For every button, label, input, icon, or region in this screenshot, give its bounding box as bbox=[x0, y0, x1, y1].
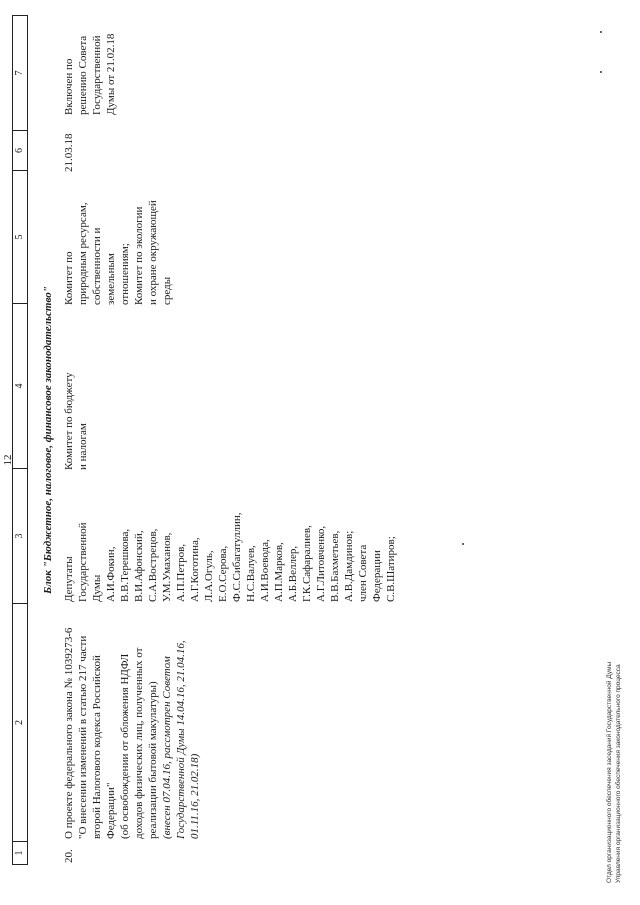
initiator-line: А.Г.Литовченко, bbox=[315, 525, 327, 602]
decision-line: решению Совета bbox=[77, 35, 89, 115]
footer-line: Управления организационного обеспечения законодательного процесса bbox=[615, 664, 622, 883]
responsible-committee-line: и налогам bbox=[77, 423, 89, 470]
bill-description bbox=[62, 627, 202, 839]
initiator-line: В.И.Афонский, bbox=[133, 530, 145, 602]
initiator-line: А.И.Фокин, bbox=[105, 546, 117, 602]
initiator-line: А.И.Воевода, bbox=[259, 539, 271, 602]
responsible-committee-line: Комитет по бюджету bbox=[63, 372, 75, 470]
scan-speck bbox=[600, 71, 602, 73]
initiators-list bbox=[62, 492, 398, 602]
bill-title-line: "О внесении изменений в статью 217 части bbox=[77, 635, 89, 839]
bill-title-line: второй Налогового кодекса Российской bbox=[91, 655, 103, 839]
inclusion-decision bbox=[62, 15, 118, 115]
decision-line: Думы от 21.02.18 bbox=[105, 33, 117, 115]
footer-line: Отдел организационного обеспечения заседаний Государственной Думы bbox=[606, 661, 613, 883]
initiator-line: А.П.Петров, bbox=[175, 543, 187, 602]
bill-title-line: доходов физических лиц, полученных от bbox=[133, 647, 145, 839]
co-committee-line: земельным bbox=[105, 253, 117, 305]
initiator-line: С.В.Шатиров; bbox=[385, 536, 397, 602]
co-committee-line: отношениям; bbox=[119, 243, 131, 305]
bill-title-line: О проекте федерального закона № 1039273-6 bbox=[63, 627, 75, 839]
column-number-header bbox=[12, 15, 28, 865]
column-header-7: 7 bbox=[13, 16, 27, 131]
initiator-line: Федерации bbox=[371, 550, 383, 602]
co-committee-line: Комитет по экологии bbox=[133, 206, 145, 305]
row-number: 20. bbox=[63, 849, 75, 863]
block-title: Блок "Бюджетное, налоговое, финансовое законодательство" bbox=[42, 286, 54, 594]
initiator-line: Депутаты bbox=[63, 556, 75, 602]
responsible-committee bbox=[62, 330, 90, 470]
column-header-5: 5 bbox=[13, 171, 27, 304]
bill-note-line: 01.11.16, 21.02.18) bbox=[189, 753, 201, 839]
column-header-1: 1 bbox=[14, 850, 25, 856]
co-committee-line: и охране окружающей bbox=[147, 200, 159, 305]
initiator-line: Г.К.Сафаралиев, bbox=[301, 525, 313, 602]
initiator-line: У.М.Умаханов, bbox=[161, 532, 173, 602]
initiator-line: В.В.Бахметьев, bbox=[329, 530, 341, 602]
initiator-line: Думы bbox=[91, 574, 103, 602]
initiator-line: А.Б.Веллер, bbox=[287, 545, 299, 602]
bill-title-line: (об освобождении от обложения НДФЛ bbox=[119, 653, 131, 839]
footer-department bbox=[605, 463, 623, 883]
bill-status-note bbox=[160, 639, 202, 839]
consideration-date: 21.03.18 bbox=[63, 133, 75, 172]
initiator-line: Государственной bbox=[77, 522, 89, 602]
co-committee-line: природным ресурсам, bbox=[77, 202, 89, 305]
column-header-6: 6 bbox=[13, 131, 27, 171]
decision-line: Включен по bbox=[63, 58, 75, 115]
co-committee-line: собственности и bbox=[91, 227, 103, 305]
initiator-line: Л.А.Огуль, bbox=[203, 550, 215, 602]
initiator-line: В.В.Терешкова, bbox=[119, 528, 131, 602]
co-executor-committees bbox=[62, 175, 174, 305]
initiator-line: Н.С.Валуев, bbox=[245, 545, 257, 602]
scan-speck bbox=[462, 543, 464, 545]
column-header-4: 4 bbox=[13, 304, 27, 469]
column-header-2: 2 bbox=[13, 604, 27, 842]
bill-title-line: реализации бытовой макулатуры) bbox=[147, 681, 159, 839]
page-number: 12 bbox=[2, 454, 14, 466]
initiator-line: Ф.С.Сибагатуллин, bbox=[231, 512, 243, 602]
initiator-line: А.В.Дамдинов; bbox=[343, 530, 355, 602]
column-header-3: 3 bbox=[13, 469, 27, 604]
initiator-line: А.П.Марков, bbox=[273, 542, 285, 602]
co-committee-line: среды bbox=[161, 276, 173, 305]
initiator-line: член Совета bbox=[357, 544, 369, 602]
initiator-line: С.А.Вострецов, bbox=[147, 528, 159, 602]
initiator-line: Е.О.Серова, bbox=[217, 545, 229, 602]
bill-note-line: (внесен 07.04.16, рассмотрен Советом bbox=[161, 656, 173, 839]
bill-note-line: Государственной Думы 14.04.16, 21.04.16, bbox=[175, 640, 187, 839]
co-committee-line: Комитет по bbox=[63, 251, 75, 305]
decision-line: Государственной bbox=[91, 35, 103, 115]
bill-title-lines bbox=[62, 627, 160, 839]
initiator-line: А.Г.Коготина, bbox=[189, 537, 201, 602]
scan-speck bbox=[600, 31, 602, 33]
bill-title-line: Федерации" bbox=[105, 782, 117, 839]
